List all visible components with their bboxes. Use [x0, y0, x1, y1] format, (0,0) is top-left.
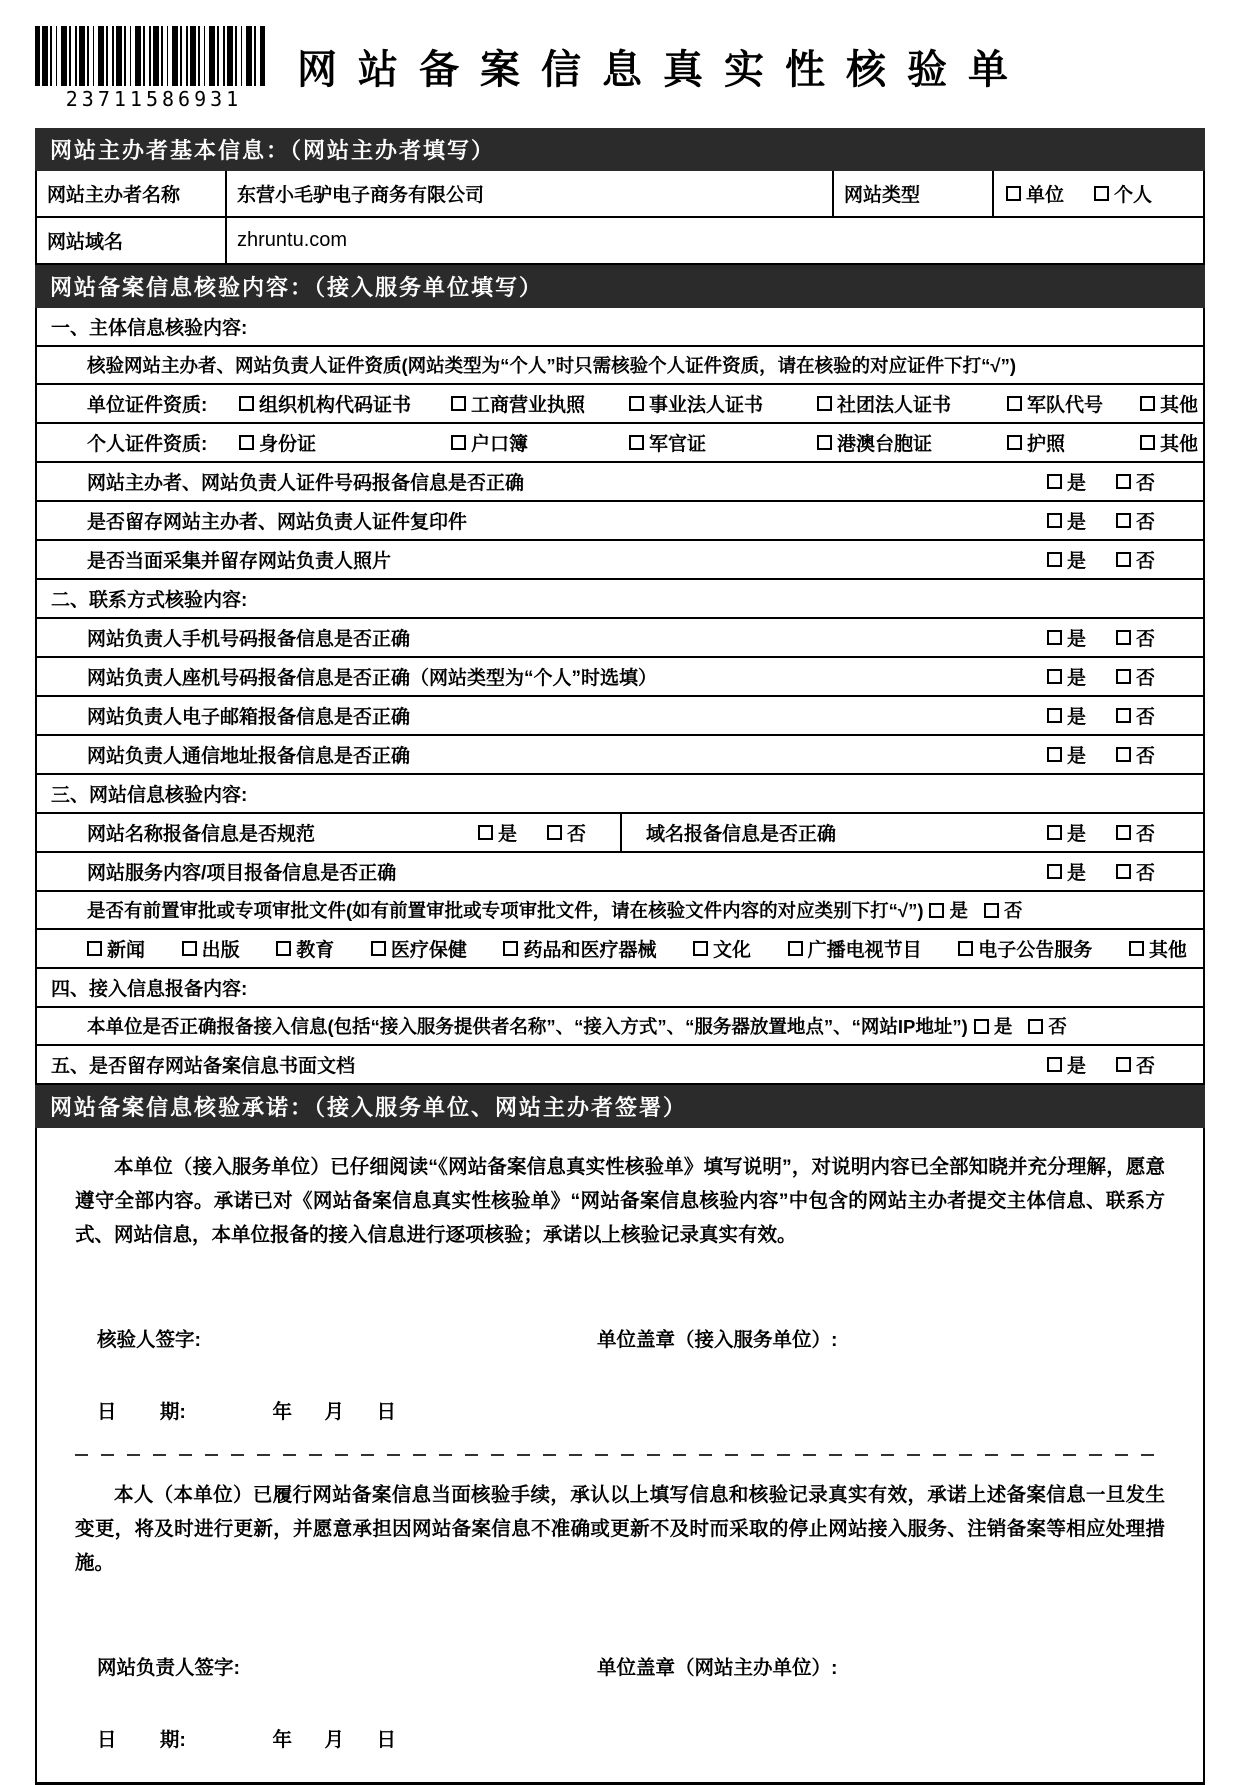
pledge-section-header: 网站备案信息核验承诺：（接入服务单位、网站主办者签署）	[35, 1085, 1205, 1128]
checkbox-icon[interactable]	[1047, 552, 1062, 567]
option-label: 社团法人证书	[837, 395, 952, 416]
no-option[interactable]	[1116, 624, 1155, 651]
no-label: 否	[1135, 746, 1155, 767]
yes-no-group	[1047, 741, 1191, 768]
option-label: 护照	[1027, 434, 1066, 455]
barcode-number: 23711586931	[65, 87, 243, 111]
no-label: 否	[1135, 473, 1155, 494]
yes-no-group	[1047, 507, 1191, 534]
unit-cert-row	[37, 385, 1203, 424]
no-option[interactable]	[1116, 546, 1155, 573]
yes-no-group	[1047, 546, 1191, 573]
approval-note: 是否有前置审批或专项审批文件(如有前置审批或专项审批文件，请在核验文件内容的对应类别下打“√”)	[87, 900, 924, 921]
checkbox-icon[interactable]	[1047, 513, 1062, 528]
barcode-block	[35, 26, 273, 111]
personal-cert-row	[37, 424, 1203, 463]
personal-cert-option[interactable]	[1007, 429, 1140, 456]
yes-option[interactable]	[1047, 546, 1086, 573]
checkbox-icon[interactable]	[1116, 708, 1131, 723]
option-label: 身份证	[259, 434, 317, 455]
option-label: 军官证	[649, 434, 707, 455]
domain-value: zhruntu.com	[237, 229, 348, 251]
yes-label: 是	[1066, 512, 1086, 533]
form-page	[35, 0, 1205, 1785]
part2-title: 二、联系方式核验内容:	[51, 590, 248, 611]
date-row-1: 日 期: 年 月 日	[97, 1401, 397, 1423]
part2-title-row	[37, 580, 1203, 619]
yes-label: 是	[497, 824, 517, 845]
check-label: 网站服务内容/项目报备信息是否正确	[87, 863, 397, 884]
site-name-check-cell	[37, 814, 620, 851]
option-label: 组织机构代码证书	[259, 395, 412, 416]
checkbox-icon[interactable]	[1116, 1057, 1131, 1072]
checkbox-icon[interactable]	[1047, 1057, 1062, 1072]
no-label: 否	[1135, 824, 1155, 845]
yes-label: 是	[1066, 824, 1086, 845]
yes-option[interactable]	[1047, 468, 1086, 495]
check-row	[37, 736, 1203, 775]
no-label: 否	[1135, 1056, 1155, 1077]
option-label: 新闻	[107, 940, 146, 961]
option-label: 军队代号	[1027, 395, 1104, 416]
checkbox-icon[interactable]	[1094, 186, 1109, 201]
checkbox-icon[interactable]	[1116, 630, 1131, 645]
yes-no-group	[1047, 702, 1191, 729]
no-option[interactable]	[1116, 858, 1155, 885]
option-label: 教育	[296, 940, 335, 961]
yes-option[interactable]	[1047, 663, 1086, 690]
check-label: 网站负责人通信地址报备信息是否正确	[87, 746, 411, 767]
checkbox-icon[interactable]	[1116, 747, 1131, 762]
checkbox-icon[interactable]	[478, 825, 493, 840]
checkbox-icon[interactable]	[1116, 825, 1131, 840]
domain-label: 网站域名	[37, 218, 227, 263]
check-label: 网站负责人手机号码报备信息是否正确	[87, 629, 411, 650]
yes-no-group	[929, 897, 1026, 923]
checkbox-icon[interactable]	[182, 941, 197, 956]
option-label: 事业法人证书	[649, 395, 764, 416]
approval-option[interactable]	[371, 935, 467, 962]
access-note: 本单位是否正确报备接入信息(包括“接入服务提供者名称”、“接入方式”、“服务器放置地点”、“网站IP地址”)	[87, 1016, 968, 1037]
option-label: 其他	[1160, 434, 1199, 455]
yes-label: 是	[1066, 668, 1086, 689]
check-label: 网站负责人座机号码报备信息是否正确（网站类型为“个人”时选填）	[87, 668, 658, 689]
site-type-label: 网站类型	[834, 171, 994, 216]
yes-no-group	[1047, 468, 1191, 495]
pledge-paragraph-2: 本人（本单位）已履行网站备案信息当面核验手续，承认以上填写信息和核验记录真实有效，承诺上述备案信息一旦发生变更，将及时进行更新，并愿意承担因网站备案信息不准确或更新不及时而采取的停止网站接入服务、注销备案等相应处理措施。	[75, 1484, 1165, 1574]
checkbox-icon[interactable]	[1116, 552, 1131, 567]
checkbox-icon[interactable]	[817, 396, 832, 411]
checkbox-icon[interactable]	[1047, 747, 1062, 762]
option-label: 出版	[201, 940, 240, 961]
approval-option[interactable]	[958, 935, 1092, 962]
unit-cert-option[interactable]	[1007, 390, 1140, 417]
checkbox-icon[interactable]	[451, 435, 466, 450]
no-label: 否	[1135, 707, 1155, 728]
no-option[interactable]	[1116, 741, 1155, 768]
type-option-unit-label: 单位	[1026, 185, 1065, 206]
barcode-image	[35, 26, 265, 86]
yes-label: 是	[1066, 551, 1086, 572]
verify-table	[35, 308, 1205, 1085]
no-option[interactable]	[1116, 468, 1155, 495]
sign-row-1	[75, 1324, 1165, 1352]
checkbox-icon[interactable]	[984, 903, 999, 918]
check-label: 是否当面采集并留存网站负责人照片	[87, 551, 392, 572]
approval-option[interactable]	[1129, 935, 1187, 962]
no-option[interactable]	[1116, 507, 1155, 534]
yes-no-group	[1047, 819, 1191, 846]
checkbox-icon[interactable]	[1116, 669, 1131, 684]
checkbox-icon[interactable]	[974, 1019, 989, 1034]
option-label: 其他	[1160, 395, 1199, 416]
yes-option[interactable]	[1047, 858, 1086, 885]
no-option[interactable]	[984, 897, 1023, 923]
yes-no-group	[1047, 624, 1191, 651]
isp-stamp-label: 单位盖章（接入服务单位）:	[597, 1329, 838, 1351]
option-label: 其他	[1148, 940, 1187, 961]
no-option[interactable]	[1116, 663, 1155, 690]
personal-cert-label: 个人证件资质:	[87, 434, 208, 455]
yes-label: 是	[949, 900, 968, 921]
checkbox-icon[interactable]	[958, 941, 973, 956]
cert-note-row	[37, 347, 1203, 385]
checkbox-icon[interactable]	[1116, 513, 1131, 528]
site-type-options	[994, 171, 1203, 216]
personal-cert-option[interactable]	[817, 429, 1007, 456]
pledge-body	[35, 1128, 1205, 1785]
no-label: 否	[1135, 551, 1155, 572]
date-row-2: 日 期: 年 月 日	[97, 1729, 397, 1751]
type-option-personal[interactable]	[1094, 180, 1152, 207]
checkbox-icon[interactable]	[1047, 708, 1062, 723]
option-label: 药品和医疗器械	[523, 940, 657, 961]
check-label: 网站主办者、网站负责人证件号码报备信息是否正确	[87, 473, 525, 494]
check-label: 是否留存网站主办者、网站负责人证件复印件	[87, 512, 468, 533]
part5-title: 五、是否留存网站备案信息书面文档	[51, 1056, 356, 1077]
yes-label: 是	[1066, 473, 1086, 494]
yes-option[interactable]	[1047, 1051, 1086, 1078]
pledge-paragraph-1: 本单位（接入服务单位）已仔细阅读“《网站备案信息真实性核验单》填写说明”，对说明内容已全部知晓并充分理解，愿意遵守全部内容。承诺已对《网站备案信息真实性核验单》“网站备案信息核验内容”中包含的网站主办者提交主体信息、联系方式、网站信息，本单位报备的接入信息进行逐项核验；承诺以上核验记录真实有效。	[75, 1156, 1165, 1246]
no-label: 否	[1004, 900, 1023, 921]
checkbox-icon[interactable]	[547, 825, 562, 840]
checkbox-icon[interactable]	[239, 396, 254, 411]
cert-note: 核验网站主办者、网站负责人证件资质(网站类型为“个人”时只需核验个人证件资质，请在核验的对应证件下打“√”)	[87, 355, 1016, 376]
approval-option[interactable]	[693, 935, 751, 962]
checkbox-icon[interactable]	[929, 903, 944, 918]
checkbox-icon[interactable]	[1140, 435, 1155, 450]
checkbox-icon[interactable]	[1007, 396, 1022, 411]
part4-title-row	[37, 969, 1203, 1008]
checkbox-icon[interactable]	[87, 941, 102, 956]
checkbox-icon[interactable]	[1129, 941, 1144, 956]
checkbox-icon[interactable]	[1028, 1019, 1043, 1034]
no-label: 否	[1135, 629, 1155, 650]
unit-cert-option[interactable]	[239, 390, 451, 417]
yes-label: 是	[1066, 746, 1086, 767]
approval-option[interactable]	[87, 935, 145, 962]
option-label: 户口簿	[471, 434, 529, 455]
no-label: 否	[1135, 863, 1155, 884]
part1-title: 一、主体信息核验内容:	[51, 318, 248, 339]
checkbox-icon[interactable]	[1047, 474, 1062, 489]
option-label: 工商营业执照	[471, 395, 586, 416]
yes-no-group	[974, 1013, 1071, 1039]
check-label: 网站名称报备信息是否规范	[87, 824, 316, 845]
check-label: 网站负责人电子邮箱报备信息是否正确	[87, 707, 411, 728]
yes-option[interactable]	[1047, 702, 1086, 729]
site-name-domain-row	[37, 814, 1203, 853]
yes-label: 是	[1066, 629, 1086, 650]
checkbox-icon[interactable]	[629, 435, 644, 450]
checkbox-icon[interactable]	[1006, 186, 1021, 201]
approval-check-row	[37, 892, 1203, 930]
domain-row	[35, 218, 1205, 265]
access-check-row	[37, 1008, 1203, 1046]
check-row	[37, 697, 1203, 736]
personal-cert-option[interactable]	[629, 429, 817, 456]
yes-option[interactable]	[1047, 507, 1086, 534]
checkbox-icon[interactable]	[1047, 630, 1062, 645]
yes-no-group	[478, 819, 620, 846]
check-label: 域名报备信息是否正确	[646, 824, 837, 845]
no-option[interactable]	[547, 819, 586, 846]
option-label: 广播电视节目	[807, 940, 922, 961]
checkbox-icon[interactable]	[629, 396, 644, 411]
personal-cert-option[interactable]	[451, 429, 629, 456]
checkbox-icon[interactable]	[1116, 864, 1131, 879]
unit-cert-option[interactable]	[629, 390, 817, 417]
check-row	[37, 619, 1203, 658]
check-row	[37, 463, 1203, 502]
checkbox-icon[interactable]	[1047, 825, 1062, 840]
checkbox-icon[interactable]	[1047, 864, 1062, 879]
no-label: 否	[1048, 1016, 1067, 1037]
site-manager-signature-label: 网站负责人签字:	[97, 1657, 240, 1679]
option-label: 电子公告服务	[978, 940, 1093, 961]
yes-option[interactable]	[929, 897, 968, 923]
check-row	[37, 502, 1203, 541]
no-label: 否	[1135, 512, 1155, 533]
approval-option[interactable]	[182, 935, 240, 962]
checkbox-icon[interactable]	[1007, 435, 1022, 450]
checkbox-icon[interactable]	[239, 435, 254, 450]
owner-name-value: 东营小毛驴电子商务有限公司	[227, 171, 834, 216]
sign-row-2	[75, 1652, 1165, 1680]
no-option[interactable]	[1028, 1013, 1067, 1039]
personal-cert-option[interactable]	[239, 429, 451, 456]
checkbox-icon[interactable]	[788, 941, 803, 956]
unit-cert-option[interactable]	[451, 390, 629, 417]
part4-title: 四、接入信息报备内容:	[51, 979, 248, 1000]
checkbox-icon[interactable]	[451, 396, 466, 411]
no-option[interactable]	[1116, 1051, 1155, 1078]
no-label: 否	[1135, 668, 1155, 689]
yes-option[interactable]	[478, 819, 517, 846]
option-label: 医疗保健	[390, 940, 467, 961]
owner-section-header: 网站主办者基本信息：（网站主办者填写）	[35, 128, 1205, 171]
owner-stamp-label: 单位盖章（网站主办单位）:	[597, 1657, 838, 1679]
no-option[interactable]	[1116, 819, 1155, 846]
yes-label: 是	[1066, 863, 1086, 884]
checkbox-icon[interactable]	[1140, 396, 1155, 411]
type-option-unit[interactable]	[1006, 180, 1064, 207]
yes-no-group	[1047, 1051, 1191, 1078]
part3-title: 三、网站信息核验内容:	[51, 785, 248, 806]
part3-title-row	[37, 775, 1203, 814]
checkbox-icon[interactable]	[503, 941, 518, 956]
option-label: 港澳台胞证	[837, 434, 933, 455]
page-title: 网站备案信息真实性核验单	[297, 48, 1029, 92]
form-header	[35, 26, 1205, 122]
owner-info-row	[35, 171, 1205, 218]
checkbox-icon[interactable]	[693, 941, 708, 956]
approval-categories-row	[37, 930, 1203, 969]
approval-option[interactable]	[503, 935, 656, 962]
check-row	[37, 541, 1203, 580]
owner-name-label: 网站主办者名称	[37, 171, 227, 216]
approval-option[interactable]	[276, 935, 334, 962]
checkbox-icon[interactable]	[817, 435, 832, 450]
yes-option[interactable]	[1047, 819, 1086, 846]
yes-no-group	[1047, 858, 1191, 885]
yes-label: 是	[1066, 707, 1086, 728]
domain-check-cell	[620, 814, 1203, 851]
unit-cert-label: 单位证件资质:	[87, 395, 208, 416]
no-label: 否	[566, 824, 586, 845]
yes-label: 是	[993, 1016, 1013, 1037]
type-option-personal-label: 个人	[1114, 185, 1153, 206]
approval-option[interactable]	[788, 935, 922, 962]
yes-option[interactable]	[1047, 741, 1086, 768]
check-row	[37, 853, 1203, 892]
yes-label: 是	[1066, 1056, 1086, 1077]
no-option[interactable]	[1116, 702, 1155, 729]
yes-option[interactable]	[1047, 624, 1086, 651]
personal-cert-option[interactable]	[1140, 429, 1198, 456]
verifier-signature-label: 核验人签字:	[97, 1329, 201, 1351]
checkbox-icon[interactable]	[1047, 669, 1062, 684]
dashed-divider	[75, 1454, 1165, 1456]
option-label: 文化	[713, 940, 752, 961]
checkbox-icon[interactable]	[1116, 474, 1131, 489]
yes-option[interactable]	[974, 1013, 1013, 1039]
check-row	[37, 658, 1203, 697]
checkbox-icon[interactable]	[276, 941, 291, 956]
verify-section-header: 网站备案信息核验内容：（接入服务单位填写）	[35, 265, 1205, 308]
checkbox-icon[interactable]	[371, 941, 386, 956]
part5-check-row	[37, 1046, 1203, 1085]
unit-cert-option[interactable]	[1140, 390, 1198, 417]
yes-no-group	[1047, 663, 1191, 690]
part1-title-row	[37, 308, 1203, 347]
unit-cert-option[interactable]	[817, 390, 1007, 417]
